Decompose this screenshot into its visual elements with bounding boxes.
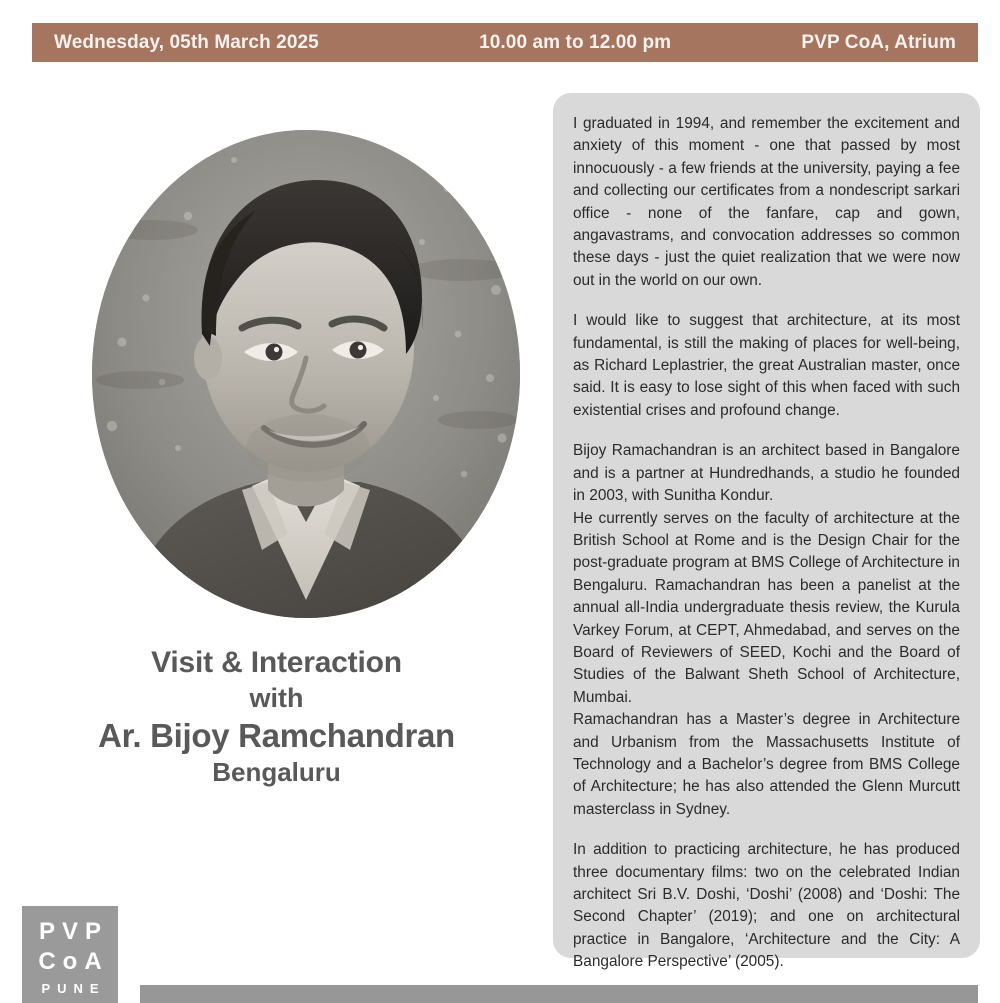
footer-accent-bar bbox=[140, 985, 978, 1003]
speaker-bio-panel bbox=[553, 93, 980, 971]
header-info-bar bbox=[32, 23, 978, 62]
event-title-block bbox=[0, 645, 553, 789]
left-column bbox=[0, 70, 553, 910]
event-time: 10.00 am to 12.00 pm bbox=[479, 31, 672, 53]
bio-paragraph-6: In addition to practicing architecture, he has produced three documentary films: two on the celebrated Indian architect Sri B.V. Doshi, ‘Doshi’ (2008) and ‘Doshi: The Second Chapter’ (2019); and one on architectural practice in Bangalore, ‘Architecture and the City: A Bangalore Perspective’ (2005). bbox=[573, 841, 960, 971]
logo-line-pune: PUNE bbox=[41, 981, 106, 997]
pvp-coa-pune-logo bbox=[22, 906, 118, 1003]
bio-paragraph-3: Bijoy Ramachandran is an architect based in Bangalore and is a partner at Hundredhands, a studio he founded in 2003, with Sunitha Kondur. bbox=[573, 442, 960, 505]
speaker-portrait-wrapper bbox=[92, 130, 520, 618]
bio-paragraph-1: I graduated in 1994, and remember the excitement and anxiety of this moment - one that passed by most innocuously - a few friends at the university, paying a fee and collecting our certificates from a nondescript sarkari office - none of the fanfare, cap and gown, angavastrams, and convocation addresses so common these days - just the quiet realization that we were now out in the world on our own. bbox=[573, 115, 960, 289]
speaker-city: Bengaluru bbox=[212, 757, 341, 788]
bio-paragraph-2: I would like to suggest that architecture, at its most fundamental, is still the making of places for well-being, as Richard Leplastrier, the great Australian master, once said. It is easy to lose sight of this when faced with such existential crises and profound change. bbox=[573, 312, 960, 419]
event-title-line-1: Visit & Interaction bbox=[151, 646, 402, 679]
event-title-line-2: with bbox=[249, 682, 304, 713]
event-venue: PVP CoA, Atrium bbox=[801, 31, 956, 53]
logo-line-coa: CoA bbox=[38, 947, 109, 975]
event-date: Wednesday, 05th March 2025 bbox=[54, 31, 319, 53]
bio-paragraph-4: He currently serves on the faculty of architecture at the British School at Rome and is the Design Chair for the post-graduate program at BMS College of Architecture in Bengaluru. Ramachandran has been a panelist at the annual all-India undergraduate thesis review, the Kurula Varkey Forum, at CEPT, Ahmedabad, and serves on the Board of Reviewers of SEED, Kochi and the Board of Studies of the Balwant Sheth School of Architecture, Mumbai. bbox=[573, 509, 960, 706]
speaker-name: Ar. Bijoy Ramchandran bbox=[98, 716, 455, 754]
bio-paragraph-5: Ramachandran has a Master’s degree in Architecture and Urbanism from the Massachusetts Institute of Technology and a Bachelor’s degree from BMS College of Architecture; he has also attended the Glenn Murcutt masterclass in Sydney. bbox=[573, 711, 960, 818]
speaker-portrait-photo bbox=[92, 130, 520, 618]
logo-line-pvp: PVP bbox=[38, 918, 109, 945]
portrait-illustration bbox=[92, 130, 520, 618]
